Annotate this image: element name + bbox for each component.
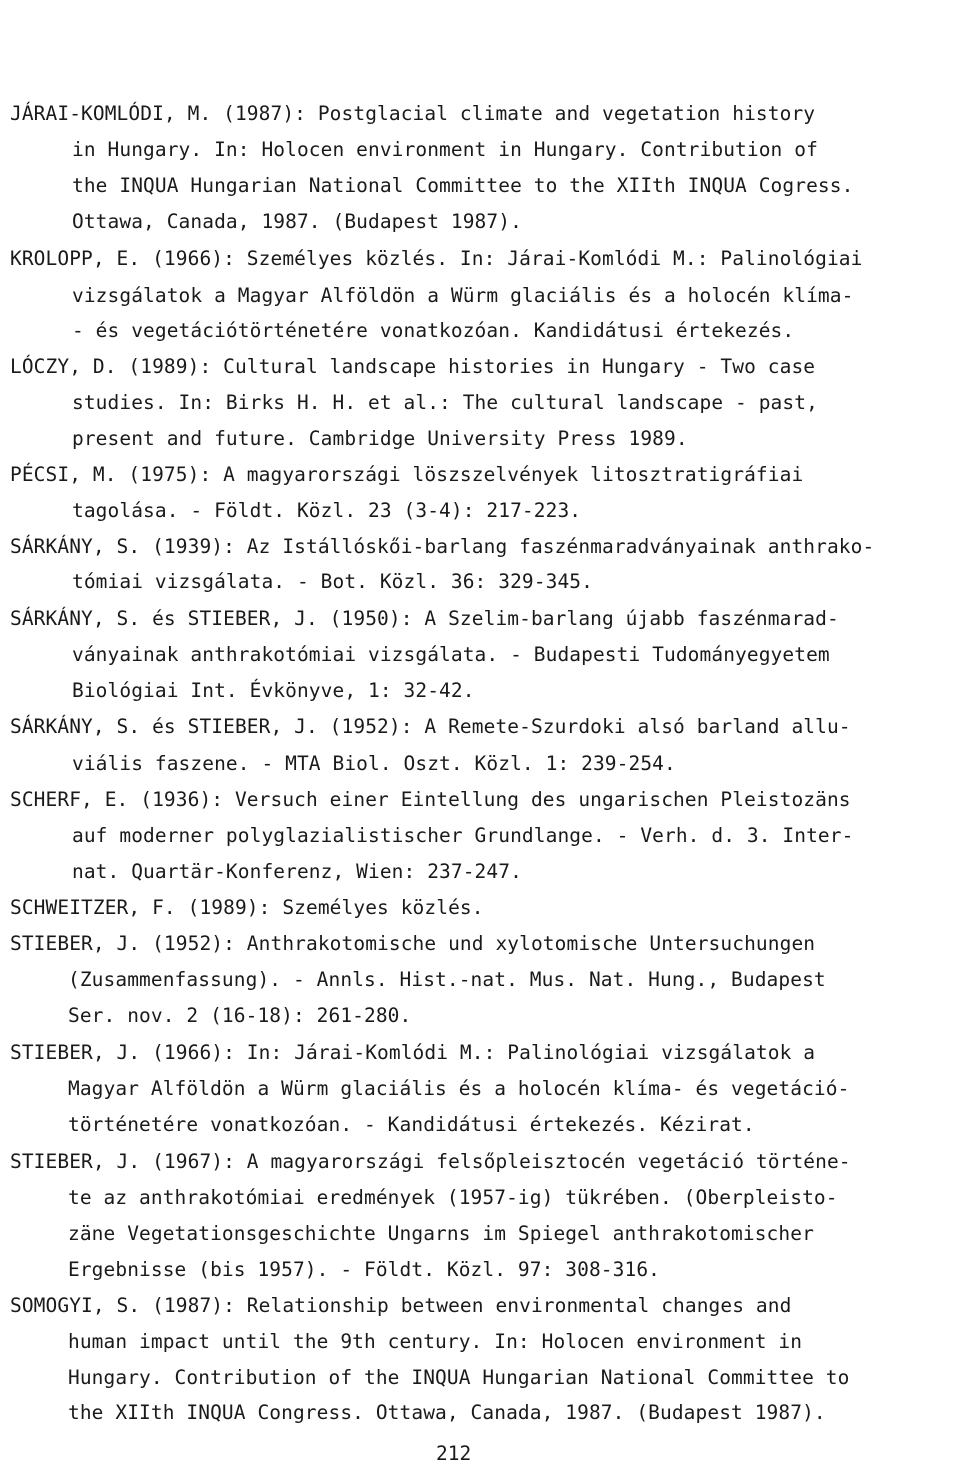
reference-line: SÁRKÁNY, S. (1939): Az Istállóskői-barlang faszénmaradványainak anthrako- [10,535,875,558]
reference-line: tagolása. - Földt. Közl. 23 (3-4): 217-223. [72,499,582,522]
reference-line: (Zusammenfassung). - Annls. Hist.-nat. Mus. Nat. Hung., Budapest [68,968,826,991]
reference-line: SÁRKÁNY, S. és STIEBER, J. (1950): A Szelim-barlang újabb faszénmarad- [10,607,839,630]
reference-line: SCHERF, E. (1936): Versuch einer Eintellung des ungarischen Pleistozäns [10,788,851,811]
reference-line: SCHWEITZER, F. (1989): Személyes közlés. [10,896,484,919]
reference-line: tómiai vizsgálata. - Bot. Közl. 36: 329-345. [72,570,593,593]
reference-line: - és vegetációtörténetére vonatkozóan. Kandidátusi értekezés. [72,319,795,342]
reference-line: STIEBER, J. (1952): Anthrakotomische und xylotomische Untersuchungen [10,932,816,955]
page-number: 212 [436,1442,472,1465]
reference-line: present and future. Cambridge University Press 1989. [72,427,688,450]
reference-line: Hungary. Contribution of the INQUA Hungarian National Committee to [68,1366,850,1389]
reference-line: auf moderner polyglazialistischer Grundlange. - Verh. d. 3. Inter- [72,824,854,847]
reference-line: vizsgálatok a Magyar Alföldön a Würm glaciális és a holocén klíma- [72,284,854,307]
reference-line: Ergebnisse (bis 1957). - Földt. Közl. 97: 308-316. [68,1258,660,1281]
reference-line: történetére vonatkozóan. - Kandidátusi értekezés. Kézirat. [68,1113,755,1136]
reference-line: Biológiai Int. Évkönyve, 1: 32-42. [72,679,475,702]
reference-line: in Hungary. In: Holocen environment in Hungary. Contribution of [72,138,818,161]
reference-line: ványainak anthrakotómiai vizsgálata. - Budapesti Tudományegyetem [72,643,830,666]
reference-line: STIEBER, J. (1967): A magyarországi felsőpleisztocén vegetáció történe- [10,1150,851,1173]
reference-line: STIEBER, J. (1966): In: Járai-Komlódi M.: Palinológiai vizsgálatok a [10,1041,816,1064]
reference-line: LÓCZY, D. (1989): Cultural landscape histories in Hungary - Two case [10,355,816,378]
reference-line: JÁRAI-KOMLÓDI, M. (1987): Postglacial climate and vegetation history [10,102,816,125]
reference-line: zäne Vegetationsgeschichte Ungarns im Spiegel anthrakotomischer [68,1222,814,1245]
reference-line: the INQUA Hungarian National Committee to the XIIth INQUA Cogress. [72,174,854,197]
reference-line: Magyar Alföldön a Würm glaciális és a holocén klíma- és vegetáció- [68,1077,850,1100]
reference-line: nat. Quartär-Konferenz, Wien: 237-247. [72,860,522,883]
reference-line: te az anthrakotómiai eredmények (1957-ig) tükrében. (Oberpleisto- [68,1186,838,1209]
reference-line: KROLOPP, E. (1966): Személyes közlés. In: Járai-Komlódi M.: Palinológiai [10,247,863,270]
reference-line: the XIIth INQUA Congress. Ottawa, Canada, 1987. (Budapest 1987). [68,1401,826,1424]
reference-line: human impact until the 9th century. In: Holocen environment in [68,1330,803,1353]
reference-line: Ottawa, Canada, 1987. (Budapest 1987). [72,210,522,233]
reference-line: SOMOGYI, S. (1987): Relationship between environmental changes and [10,1294,792,1317]
reference-line: studies. In: Birks H. H. et al.: The cultural landscape - past, [72,391,818,414]
reference-line: Ser. nov. 2 (16-18): 261-280. [68,1004,412,1027]
reference-line: PÉCSI, M. (1975): A magyarországi löszszelvények litosztratigráfiai [10,463,804,486]
reference-line: SÁRKÁNY, S. és STIEBER, J. (1952): A Remete-Szurdoki alsó barland allu- [10,715,851,738]
reference-line: viális faszene. - MTA Biol. Oszt. Közl. 1: 239-254. [72,752,676,775]
